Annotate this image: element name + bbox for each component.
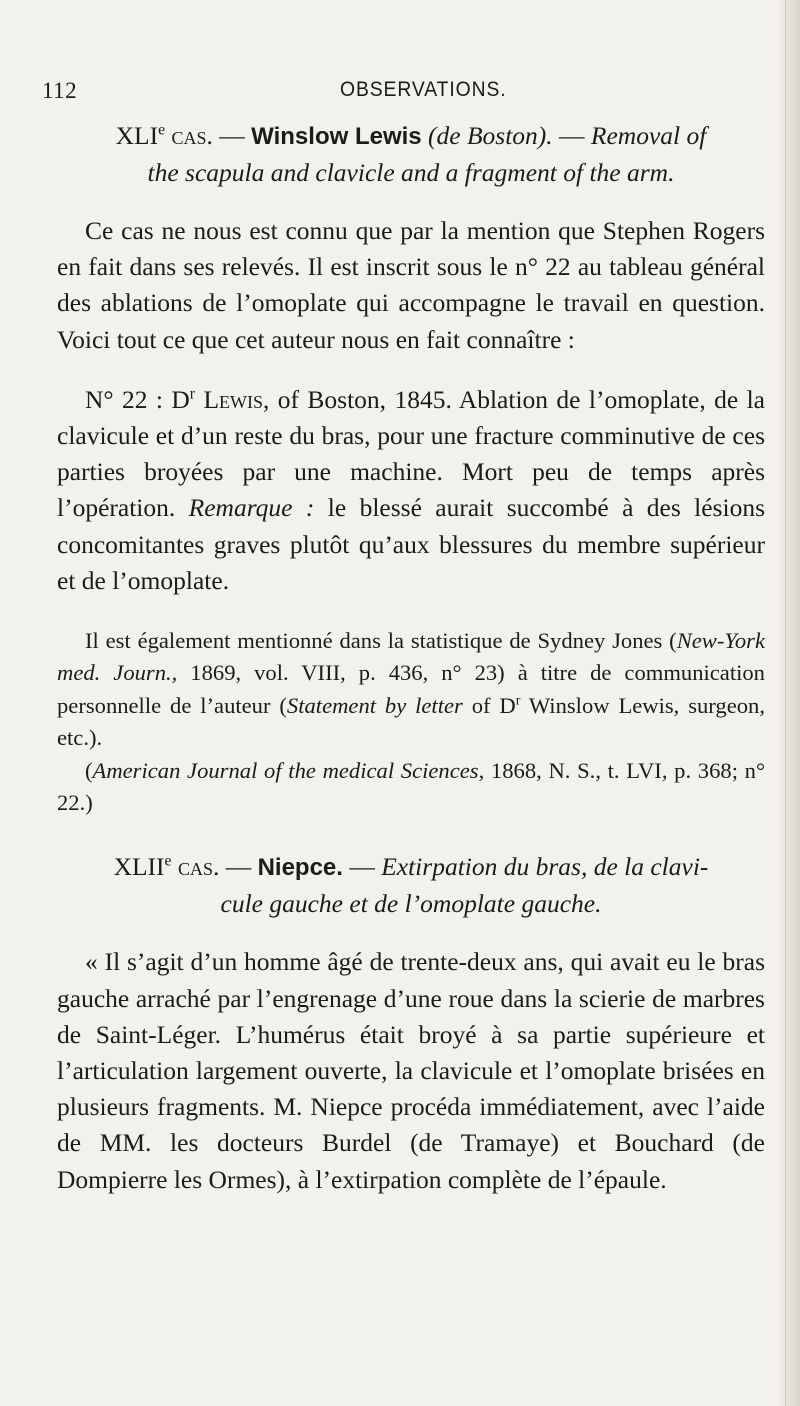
case-41-dash: — [219, 121, 245, 150]
case-41-paragraph-3: Il est également mentionné dans la statistique de Sydney Jones (New-York med. Journ., 1869, vol. VIII, p. 436, n° 23) à titre de communication personnelle de l’auteur (Statement by letter of $D^r$ Winslow Lewis, surgeon, etc.). [57, 628, 765, 751]
author-name-smallcaps: Lewis [203, 384, 264, 414]
case-41-number: XLIe [115, 121, 166, 150]
case-42-title-line-2: cule gauche et de l’omoplate gauche. [220, 889, 602, 919]
page-edge-line [785, 0, 786, 1406]
case-41-origin: (de Boston). [428, 121, 553, 150]
american-journal-citation: American Journal of the medical Sciences, [92, 757, 485, 783]
page-body [57, 118, 765, 1198]
statement-citation: Statement by letter [286, 692, 463, 718]
case-41-title-line-1: Removal of [590, 121, 707, 150]
case-41-paragraph-2: N° 22 : $D^r$ Lewis, of Boston, 1845. Ablation de l’omoplate, de la clavicule et d’un reste du bras, pour une fracture comminutive de ces parties broyées par une machine. Mort peu de temps après l’opération. Remarque : le blessé aurait succombé à des lésions concomitantes graves plutôt qu’aux blessures du membre supérieur et de l’omoplate. [57, 384, 765, 595]
case-41-title-line-2: the scapula and clavicle and a fragment of the arm. [147, 158, 675, 187]
case-42-paragraph-1: « Il s’agit d’un homme âgé de trente-deux ans, qui avait eu le bras gauche arraché par l’engrenage d’une roue dans la scierie de marbres de Saint-Léger. L’humérus était broyé à sa partie supérieure et l’articulation largement ouverte, la clavicule et l’omoplate brisées en plusieurs fragments. M. Niepce procéda immédiatement, avec l’aide de MM. les docteurs Burdel (de Tramaye) et Bouchard (de Dompierre les Ormes), à l’extirpation complète de l’épaule. [57, 947, 765, 1194]
case-41-paragraph-4: (American Journal of the medical Sciences, 1868, N. S., t. LVI, p. 368; n° 22.) [57, 757, 765, 816]
case-41-dash-2: — [559, 121, 585, 150]
remarque-label: Remarque : [188, 493, 315, 523]
case-42-author: Niepce. [257, 854, 343, 882]
page-header [42, 78, 742, 112]
journal-citation: New-York med. Journ., [57, 628, 765, 686]
case-41-cas: cas. [171, 121, 213, 150]
page-edge [778, 0, 800, 1406]
page-number: 112 [42, 78, 78, 103]
case-42-number: XLIIe [113, 852, 172, 882]
case-41-author: Winslow Lewis [251, 123, 422, 150]
case-42-title-line-1: Extirpation du bras, de la clavi- [381, 852, 709, 882]
case-42-dash-2: — [349, 852, 375, 882]
case-42-dash: — [225, 852, 252, 882]
case-42-heading [57, 849, 765, 922]
running-head: OBSERVATIONS. [340, 78, 507, 101]
case-41-heading [57, 118, 765, 191]
case-41-paragraph-1: Ce cas ne nous est connu que par la mention que Stephen Rogers en fait dans ses relevés. Il est inscrit sous le n° 22 au tableau général des ablations de l’omoplate qui accompagne le travail en question. Voici tout ce que cet auteur nous en fait connaître : [57, 216, 765, 354]
case-42-cas: cas. [177, 852, 220, 882]
